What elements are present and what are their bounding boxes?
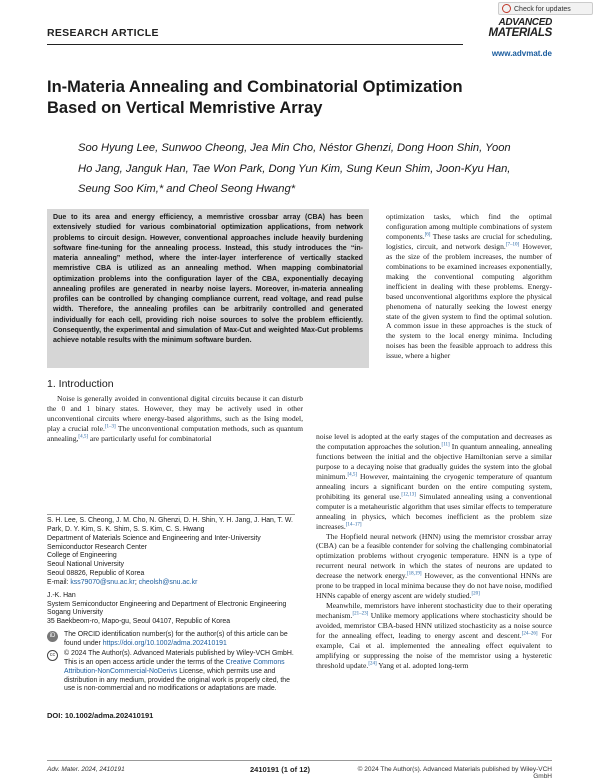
affiliation-names: J.-K. Han <box>47 591 76 599</box>
intro-right-column-top <box>386 212 552 361</box>
text-run: optimization tasks, which find the optimal configuration among multiple combinations of system components. <box>386 212 552 241</box>
journal-logo <box>466 18 552 39</box>
email-separator: ; <box>134 578 139 586</box>
citation-link[interactable]: [21–23] <box>352 611 369 617</box>
article-type-label: RESEARCH ARTICLE <box>47 27 159 39</box>
affiliation-divider <box>47 514 295 515</box>
footer-page-number: 2410191 (1 of 12) <box>250 765 311 774</box>
affiliation-names: S. H. Lee, S. Cheong, J. M. Cho, N. Ghenzi, D. H. Shin, Y. H. Jang, J. Han, T. W. Park, D. Y. Kim, S. K. Shim, S. S. Kim, C. S. Hwang <box>47 517 293 533</box>
affiliations-block <box>47 517 293 627</box>
email-label: E-mail: <box>47 578 71 586</box>
affiliation-college: College of Engineering <box>47 552 117 560</box>
affiliation-department: System Semiconductor Engineering and Department of Electronic Engineering <box>47 600 287 608</box>
doi-label[interactable]: DOI: 10.1002/adma.202410191 <box>47 711 154 720</box>
journal-url-link[interactable]: www.advmat.de <box>491 49 552 58</box>
text-run: Yang et al. adopted long-term <box>376 660 469 670</box>
article-title: In-Materia Annealing and Combinatorial Optimization Based on Vertical Memristive Array <box>47 78 463 117</box>
text-run: Meanwhile, memristors have inherent stochasticity due to their operating mechanism. <box>316 601 552 621</box>
text-run: However, maintaining the cryogenic temperature of quantum annealing incurs a significant burden on the entire computing system, prohibiting its general use. <box>316 471 552 501</box>
email-link[interactable]: kss79070@snu.ac.kr <box>70 578 135 586</box>
affiliation-university: Seoul National University <box>47 561 124 569</box>
license-link[interactable]: Creative Commons Attribution-NonCommercial-NoDerivs <box>64 658 285 675</box>
intro-paragraph <box>316 432 552 532</box>
text-run: Unlike memory applications where stochasticity should be avoided, memristor CBA-based HNN utilized stochasticity as a noise source for the annealing effect, leading to energy ascent and descent. <box>316 611 552 641</box>
open-access-icon: cc <box>47 650 58 661</box>
orcid-doi-link[interactable]: https://doi.org/10.1002/adma.202410191 <box>102 639 227 647</box>
citation-link[interactable]: [4,5] <box>347 472 358 478</box>
text-run: In quantum annealing, annealing functions between the initial and the objective Hamiltonian serve a similar purpose to a decaying noise that gradually guides the system into the global minimum. <box>316 441 552 481</box>
citation-link[interactable]: [24–26] <box>521 631 538 637</box>
text-run: For example, Cai et al. implemented the annealing effect equivalent to amplifying or suppressing the noise of the memristor using a hysteretic threshold update. <box>316 631 553 670</box>
affiliation-address: 35 Baekbeom-ro, Mapo-gu, Seoul 04107, Republic of Korea <box>47 618 231 626</box>
orcid-note <box>64 631 296 649</box>
citation-link[interactable]: [14–17] <box>345 522 362 528</box>
intro-paragraph <box>316 601 552 671</box>
text-run: However, as the size of the problem increases, the number of combinations to be examined increases exponentially, making the conventional computing algorithm inefficient in dealing with these problems. Energy-based unconventional algorithms explore the physical phenomena of naturally seeking the lowest energy state of the given system to find the optimal solution. A common issue in these approaches is the stuck of the system to the local energy minima. Including noises has been the feasible approach to address this issue, where a higher <box>386 241 552 361</box>
text-run: Noise is generally avoided in conventional digital circuits because it can disturb the 0 and 1 binary states. However, they may be actively used in other unconventional circuits where energy-based algorithms, such as the Ising model, play a crucial role. <box>47 394 303 433</box>
email-line <box>47 579 293 588</box>
journal-logo-line1: ADVANCED <box>498 17 552 28</box>
text-run: noise level is adopted at the early stages of the computation and decreases as the computation approaches the solution. <box>316 432 552 451</box>
text-run: Simulated annealing using a conventional computer is a metaheuristic algorithm that uses similar effects to temperature annealing in physics, which becomes inefficient as the problem size increases. <box>316 491 553 531</box>
citation-link[interactable]: [12,13] <box>401 492 416 498</box>
check-for-updates-label: Check for updates <box>514 6 571 13</box>
intro-left-column <box>47 394 303 444</box>
footer-rule <box>47 760 552 761</box>
affiliation-address: Seoul 08826, Republic of Korea <box>47 570 145 578</box>
citation-link[interactable]: [20] <box>471 591 480 597</box>
citation-link[interactable]: [24] <box>368 661 377 667</box>
orcid-icon: iD <box>47 631 58 642</box>
license-text: © 2024 The Author(s). Advanced Materials published by Wiley-VCH GmbH. This is an open access article under the terms of the <box>64 650 294 666</box>
citation-link[interactable]: [6] <box>424 232 431 238</box>
header-rule <box>47 44 463 45</box>
license-note <box>64 650 296 694</box>
email-link[interactable]: cheolsh@snu.ac.kr <box>138 578 198 586</box>
intro-paragraph <box>316 532 552 602</box>
orcid-text: The ORCID identification number(s) for the author(s) of this article can be found under <box>64 631 288 647</box>
author-list: Soo Hyung Lee, Sunwoo Cheong, Jea Min Cho, Néstor Ghenzi, Dong Hoon Shin, Yoon Ho Jang, Janguk Han, Tae Won Park, Dong Yun Kim, Sung Keun Shim, Joon-Kyu Han, Seung Soo Kim,* and Cheol Seong Hwang* <box>78 142 511 195</box>
intro-paragraph <box>47 394 303 444</box>
citation-link[interactable]: [1–3] <box>104 424 116 430</box>
intro-paragraph <box>386 212 552 361</box>
check-for-updates-button[interactable] <box>498 2 593 15</box>
affiliation-department: Department of Materials Science and Engineering and Inter-University Semiconductor Research Center <box>47 534 261 551</box>
text-run: These tasks are crucial for scheduling, logistics, circuit, and network design. <box>386 231 552 251</box>
text-run: are particularly useful for combinatorial <box>88 433 212 443</box>
journal-logo-line2: MATERIALS <box>488 27 552 39</box>
citation-link[interactable]: [7–10] <box>505 242 520 248</box>
citation-link[interactable]: [4,5] <box>78 434 89 440</box>
license-text: License, which permits use and distribution in any medium, provided the original work is properly cited, the use is non-commercial and no modifications or adaptations are made. <box>64 667 290 693</box>
citation-link[interactable]: [18,19] <box>406 571 422 577</box>
footer-journal-ref: Adv. Mater. 2024, 2410191 <box>47 766 125 773</box>
text-run: However, as the conventional HNNs are prone to be trapped in local minima because they do not have noise, modified HNNs capable of energy ascent are widely studied. <box>316 571 553 601</box>
update-badge-icon <box>502 4 511 13</box>
text-run: The unconventional computation methods, such as quantum annealing, <box>47 423 303 443</box>
intro-right-column-bottom <box>316 432 552 671</box>
affiliation-university: Sogang University <box>47 609 103 617</box>
abstract-box: Due to its area and energy efficiency, a memristive crossbar array (CBA) has been extensively studied for various combinatorial optimization applications, from network problems to circuit design. However, conventional approaches include heavily burdening software fine-tuning for the annealing process. Instead, this study introduces the “in-materia annealing” method, where the inter-layer interference of vertically stacked memristive CBA is utilized as an annealing method. When mapping combinatorial optimization problems into the configuration layer of the CBA, exponentially decaying annealing profiles are generated in nearby noise layers. Moreover, in-materia annealing profiles can be controlled by changing compliance current, read voltage, and read pulse width. Therefore, the annealing profiles can be arbitrarily controlled and generated individually for each cell, providing rich noise sources to solve the problem efficiently. Consequently, the experimental and simulation of Max-Cut and weighted Max-Cut problems achieve notable results with the minimum software burden. <box>47 209 369 368</box>
footer-copyright: © 2024 The Author(s). Advanced Materials published by Wiley-VCH GmbH <box>357 766 552 780</box>
text-run: The Hopfield neural network (HNN) using the memristor crossbar array (CBA) can be a feasible contender for solving the challenging combinatorial optimization problems without cryogenic temperature. HNN is a type of recurrent neural network in which the states of neurons are updated to decrease the network energy. <box>316 531 552 581</box>
citation-link[interactable]: [11] <box>441 442 450 448</box>
section-heading-introduction: 1. Introduction <box>47 378 114 390</box>
